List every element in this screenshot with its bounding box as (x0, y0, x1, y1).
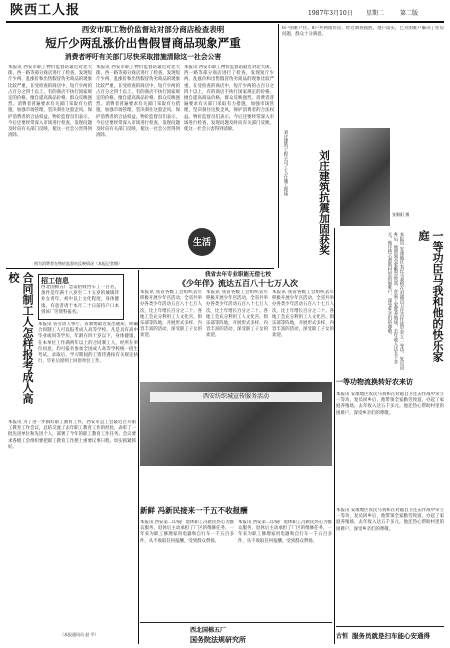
column-logo (188, 228, 216, 256)
photo-credit: 张朝阳 摄 (392, 212, 410, 217)
lead-subhead: 消费者呼吁有关部门尽快采取措施清除这一社会公害 (64, 53, 222, 61)
lower-mid-footer-right: 国务院法规研究所 (190, 636, 246, 644)
masthead-page: 第二版 (400, 10, 419, 17)
lead-body-col-2: 本报讯 西安市职工物价监督站最近对北大街、西一路等部分商店进行了检查，发现短斤少两、乱涨价和出售假冒伪劣商品的现象比较严重。在受检查的商店中，短斤少两的占百分之四十以上，有的商店不执行国家规定的价格，擅自提高商品价格，群众反映强烈。消费者普遍要求有关部门采取有力措施，加强市场管理，坚决刹住这股歪风，保护消费者的合法权益。物价监督员们表示，今后还要经常深入市场进行检查，发现问题及时向有关部门反映，使这一社会公害得到清除。 (96, 65, 180, 139)
right-block-body: 本报讯 安康地区农民马我和在对越自卫还击作战中荣立一等功，复员回乡后，他带领全家勤劳致富，办起了家庭养殖场，去年收入达五千多元。他还热心帮助村里的困难户，深受乡亲们的尊敬。 (336, 392, 444, 416)
masthead (8, 3, 444, 21)
photo-vertical-title: 刘庄建筑抗震加固获奖 (318, 150, 330, 255)
top-right-text: 6户困难户住。8户共两间住房，经过调查摸底，逐户落实，已为困难户解决了住房问题，群众十分满意。 (282, 26, 444, 38)
banner-text: 西安纺织城宣传服务活动 (150, 392, 322, 402)
lower-mid-body-col-2: 本报讯 西安第二印染厂退休职工冯新民热心为群众服务，退休后主动承担了厂区的维修任务，一年来为职工修理家用电器和自行车一千五百多件，从不收取任何报酬，受到群众赞扬。 (238, 520, 332, 544)
column-divider-1 (278, 24, 279, 268)
lead-body-col-3: 本报讯 西安市职工物价监督站最近对北大街、西一路等部分商店进行了检查，发现短斤少两、乱涨价和出售假冒伪劣商品的现象比较严重。在受检查的商店中，短斤少两的占百分之四十以上，有的商店不执行国家规定的价格，擅自提高商品价格，群众反映强烈。消费者普遍要求有关部门采取有力措施，加强市场管理，坚决刹住这股歪风，保护消费者的合法权益。物价监督员们表示，今后还要经常深入市场进行检查，发现问题及时向有关部门反映，使这一社会公害得到清除。 (184, 65, 274, 133)
bottom-right-headline-row (336, 626, 444, 645)
lower-mid-footer (140, 622, 332, 645)
left-body: 本报讯 省劳动人事厅、省教委最近发出通知，明确合同制工人可以报考成人高等学校。凡是具有高中毕业或同等学历，年龄在四十岁以下，身体健康，在本单位工作满两年以上的合同制工人，经所在单位同意，均可报名参加全国成人高等学校统一招生考试。录取后，学习期间的工资待遇按有关规定执行，毕业后原则上回原单位工作。 (38, 322, 138, 365)
left-vertical-headline: 合同制工人怎样报考成人高校 (7, 272, 34, 404)
mid-headline: 《少年伴》流达五百八十七万人次 (178, 279, 298, 288)
lower-mid-body-col-1: 本报讯 西安第二印染厂退休职工冯新民热心为群众服务，退休后主动承担了厂区的维修任务，一年来为职工修理家用电器和自行车一千五百多件，从不收取任何报酬，受到群众赞扬。 (140, 520, 234, 544)
column-divider-2 (138, 270, 139, 644)
column-logo-label: 生活 (193, 238, 212, 248)
masthead-weekday: 星期二 (366, 10, 385, 17)
lower-mid-headline: 新鲜 冯新民接来一千五不收报酬 (140, 506, 248, 515)
lead-kicker: 西安市职工物价监督站对部分商店检查表明 (81, 25, 225, 34)
portrait-photo (340, 128, 390, 226)
mid-story (140, 270, 336, 380)
left-sub-body: 西北国棉五厂急需招收挡车工一百名，条件是年满十八岁至二十五岁的城镇待业女青年，初中以上文化程度，身体健康。有意者请于本月二十日前持户口本到该厂劳资科报名。 (41, 285, 119, 315)
mid-body-col-2: 本报讯 我省各级工会组织去年积极开展少年宫活动，全省共举办各类少年活动五百八十七万人次，比上年增长百分之二十。各地工会充分利用工人文化宫、俱乐部等阵地，开展形式多样、内容丰富的活动，深受职工子女的欢迎。 (206, 290, 268, 339)
masthead-title: 陕西工人报 (10, 3, 81, 18)
right-block-headline: 一等功物流换转好农来访 (336, 378, 413, 386)
bottom-right-headline: 服务员就是扫车能心安通得 (352, 632, 430, 640)
mid-body-col-3: 本报讯 我省各级工会组织去年积极开展少年宫活动，全省共举办各类少年活动五百八十七万人次，比上年增长百分之二十。各地工会充分利用工人文化宫、俱乐部等阵地，开展形式多样、内容丰富的活动，深受职工子女的欢迎。 (272, 290, 334, 339)
mid-body-col-1: 本报讯 我省各级工会组织去年积极开展少年宫活动，全省共举办各类少年活动五百八十七万人次，比上年增长百分之二十。各地工会充分利用工人文化宫、俱乐部等阵地，开展形式多样、内容丰富的活动，深受职工子女的欢迎。 (140, 290, 202, 339)
lower-left-body: 本报讯 为了进一步搞好职工教育工作，西安市总工会最近召开职工教育工作会议，总结交流了去年职工教育工作的经验，表彰了一批先进单位和先进个人，部署了今年的职工教育工作任务。会议要求各级工会组织要把职工教育工作摆上重要议事日程，切实抓紧抓好。 (8, 420, 136, 450)
right-vertical-text: 本报讯 安康地区农民马我和在对越自卫还击作战中荣立一等功，复员回乡后，他带领全家勤劳致富，办起了家庭养殖场，去年收入达五千多元。他还热心帮助村里的困难户，深受乡亲们的尊敬。 (387, 232, 404, 370)
photo-caption: 刘庄建筑工程公司工人在施工现场 (283, 130, 288, 196)
masthead-date: 1987年3月10日 (308, 10, 353, 17)
left-section-rule (6, 268, 274, 269)
left-sub-box (38, 274, 124, 320)
lead-body-col-1: 本报讯 西安市职工物价监督站最近对北大街、西一路等部分商店进行了检查，发现短斤少两、乱涨价和出售假冒伪劣商品的现象比较严重。在受检查的商店中，短斤少两的占百分之四十以上，有的商店不执行国家规定的价格，擅自提高商品价格，群众反映强烈。消费者普遍要求有关部门采取有力措施，加强市场管理，坚决刹住这股歪风，保护消费者的合法权益。物价监督员们表示，今后还要经常深入市场进行检查，发现问题及时向有关部门反映，使这一社会公害得到清除。 (8, 65, 92, 139)
bottom-right-body: 本报讯 安康地区农民马我和在对越自卫还击作战中荣立一等功，复员回乡后，他带领全家勤劳致富，办起了家庭养殖场，去年收入达五千多元。他还热心帮助村里的困难户，深受乡亲们的尊敬。 (336, 508, 444, 532)
column-divider-3 (334, 228, 335, 644)
left-sub-title: 招工信息 (41, 277, 69, 285)
mid-kicker: 我省去年专业职能无偿七校 (204, 272, 271, 278)
masthead-rule (6, 21, 444, 23)
lead-story (8, 25, 276, 267)
lower-mid-footer-left: 西北国棉五厂 (190, 627, 227, 634)
bottom-right-prefix: 古恒 (336, 633, 349, 640)
lead-headline: 短斤少两乱涨价出售假冒商品现象严重 (45, 36, 241, 50)
right-vertical-headline: 一等功臣马我和他的快乐家庭 (417, 230, 444, 362)
lead-note: 图为消费者在物价监督站反映情况（本报记者摄） (34, 261, 122, 266)
lower-left-footer: （本报通讯员 赵 平） (60, 632, 99, 637)
